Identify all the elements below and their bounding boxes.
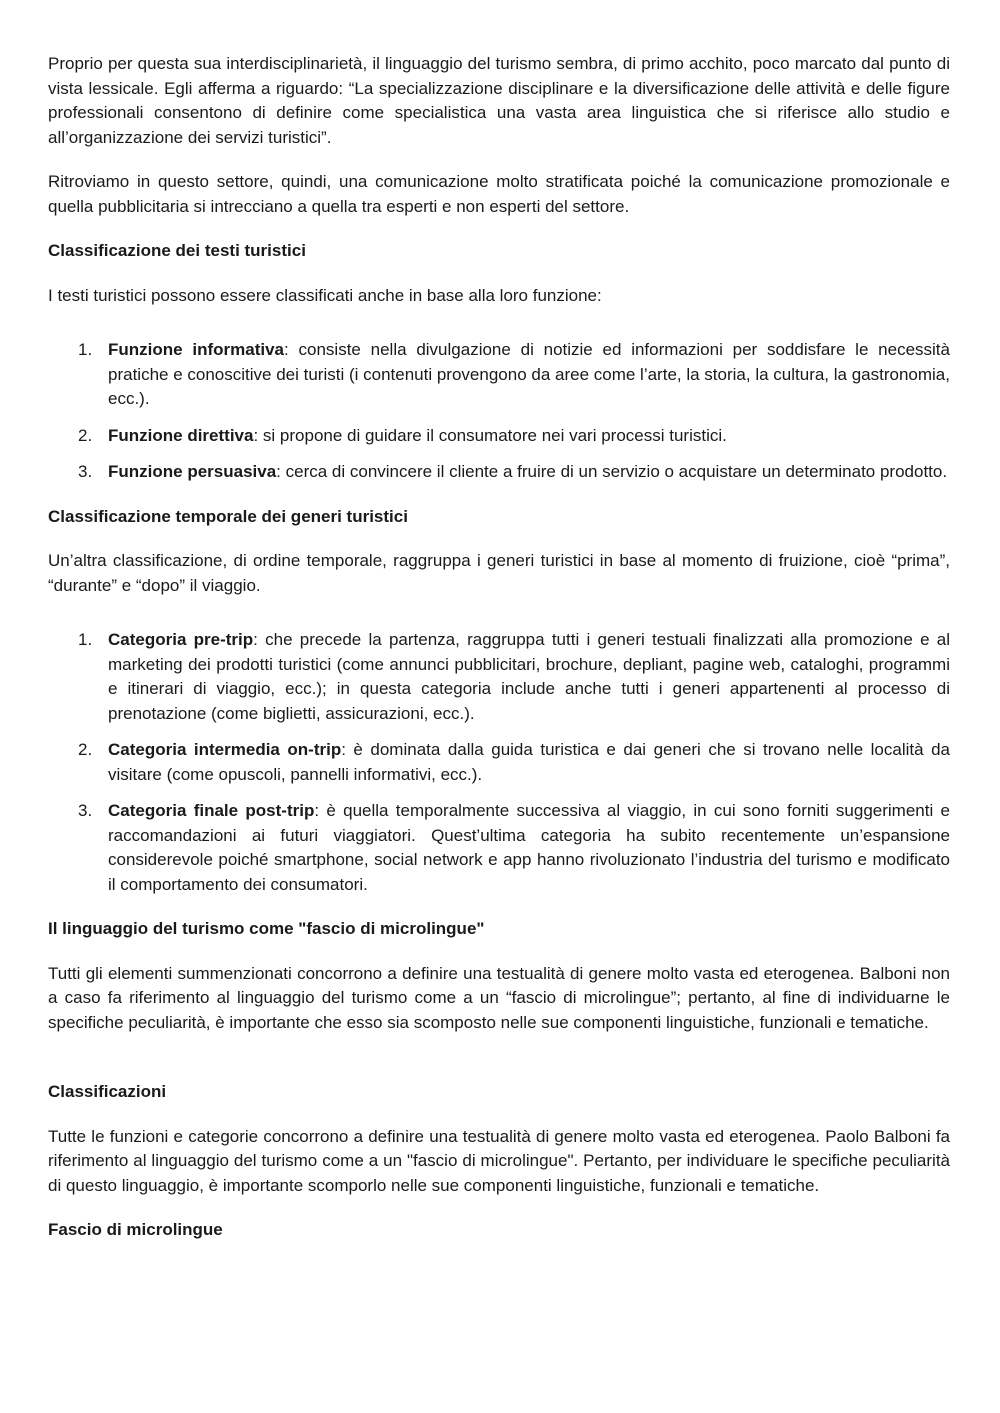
list-term: Funzione direttiva: [108, 425, 254, 445]
intro-paragraph-1: Proprio per questa sua interdisciplinarietà, il linguaggio del turismo sembra, di primo acchito, poco marcato dal punto di vista lessicale. Egli afferma a riguardo: “La specializzazione disciplinare e la diversificazione delle attività e delle figure professionali consentono di definire come specialistica una vasta area linguistica che si riferisce allo studio e all’organizzazione dei servizi turistici”.: [48, 54, 950, 147]
list-item: [48, 799, 950, 897]
list-text: : è quella temporalmente successiva al viaggio, in cui sono forniti suggerimenti e raccomandazioni ai futuri viaggiatori. Quest’ultima categoria ha subito recentemente un’espansione considerevole poiché smartphone, social network e app hanno rivoluzionato l’industria del turismo e modificato il comportamento dei consumatori.: [108, 801, 951, 894]
list-number: 1.: [78, 340, 93, 359]
list-text: : si propone di guidare il consumatore nei vari processi turistici.: [253, 425, 727, 445]
list-item: [48, 424, 950, 449]
list-term: Funzione informativa: [108, 340, 285, 359]
section-heading-fascio-di-microlingue: Fascio di microlingue: [48, 1220, 223, 1239]
section-heading-classificazioni: Classificazioni: [48, 1082, 167, 1101]
list-text: : consiste nella divulgazione di notizie ed informazioni per soddisfare le necessità pratiche e conoscitive dei turisti (i contenuti provengono da aree come l’arte, la storia, la cultura, la gastronomia, ecc.).: [108, 340, 950, 408]
list-term: Categoria pre-trip: [108, 630, 254, 649]
list-number: 3.: [78, 801, 93, 820]
section3-paragraph: Tutti gli elementi summenzionati concorrono a definire una testualità di genere molto vasta ed eterogenea. Balboni non a caso fa riferimento al linguaggio del turismo come a un “fascio di microlingue”; pertanto, al fine di individuarne le specifiche peculiarità, è importante che esso sia scomposto nelle sue componenti linguistiche, funzionali e tematiche.: [48, 963, 950, 1032]
list-number: 3.: [78, 462, 93, 481]
functions-list: [48, 338, 950, 485]
list-term: Categoria finale post-trip: [108, 801, 315, 820]
list-number: 2.: [78, 740, 93, 759]
section-heading-classificazione-temporale: Classificazione temporale dei generi turistici: [48, 506, 408, 526]
list-text: : cerca di convincere il cliente a fruire di un servizio o acquistare un determinato prodotto.: [276, 462, 948, 481]
section2-intro: Un’altra classificazione, di ordine temporale, raggruppa i generi turistici in base al momento di fruizione, cioè “prima”, “durante” e “dopo” il viaggio.: [48, 551, 950, 595]
list-item: [48, 460, 950, 485]
list-text: : è dominata dalla guida turistica e dai generi che si trovano nelle località da visitare (come opuscoli, pannelli informativi, ecc.).: [108, 740, 950, 784]
list-term: Funzione persuasiva: [108, 462, 277, 481]
intro-paragraph-2: Ritroviamo in questo settore, quindi, una comunicazione molto stratificata poiché la comunicazione promozionale e quella pubblicitaria si intrecciano a quella tra esperti e non esperti del settore.: [48, 172, 950, 216]
section4-paragraph: Tutte le funzioni e categorie concorrono a definire una testualità di genere molto vasta ed eterogenea. Paolo Balboni fa riferimento al linguaggio del turismo come a un "fascio di microlingue". Pertanto, per individuare le specifiche peculiarità di questo linguaggio, è importante scomporlo nelle sue componenti linguistiche, funzionali e tematiche.: [48, 1126, 950, 1195]
section-heading-classificazione-testi: Classificazione dei testi turistici: [48, 241, 306, 260]
list-item: [48, 628, 950, 726]
section-heading-fascio-microlingue-linguaggio: Il linguaggio del turismo come "fascio di microlingue": [48, 919, 485, 938]
list-text: : che precede la partenza, raggruppa tutti i generi testuali finalizzati alla promozione e al marketing dei prodotti turistici (come annunci pubblicitari, brochure, depliant, pagine web, cataloghi, programmi e itinerari di viaggio, ecc.); in questa categoria include anche tutti i generi appartenenti al processo di prenotazione (come biglietti, assicurazioni, ecc.).: [108, 630, 951, 723]
list-item: [48, 738, 950, 787]
list-term: Categoria intermedia on-trip: [108, 740, 342, 759]
list-number: 1.: [78, 630, 93, 649]
list-number: 2.: [78, 425, 93, 445]
list-item: [48, 338, 950, 412]
section1-intro: I testi turistici possono essere classificati anche in base alla loro funzione:: [48, 285, 602, 305]
categories-list: [48, 628, 950, 897]
